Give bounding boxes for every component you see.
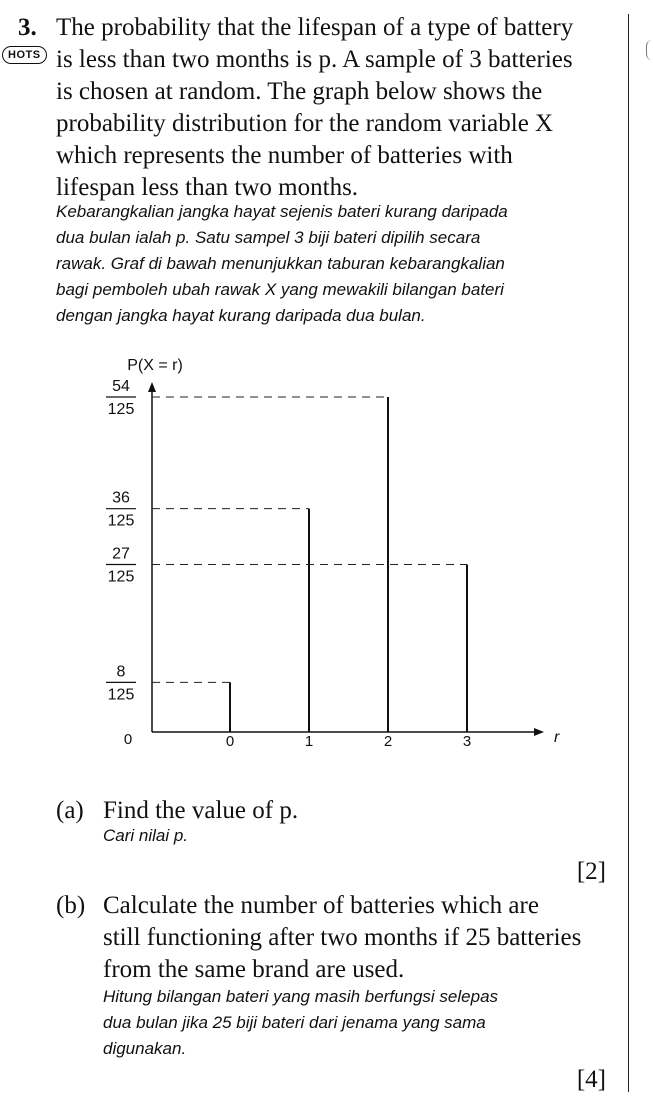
y-tick-denominator: 125 — [107, 512, 135, 530]
stem-en-line: probability distribution for the random variable X — [56, 110, 554, 137]
margin-bracket — [646, 40, 653, 60]
stem-ms-line: rawak. Graf di bawah menunjukkan taburan kebarangkalian — [56, 254, 505, 273]
part-a-ms-line: Cari nilai p. — [103, 826, 189, 845]
x-axis-arrowhead — [534, 728, 544, 736]
probability-distribution-chart — [0, 340, 628, 775]
stem-en-line: lifespan less than two months. — [56, 174, 359, 201]
margin-rule — [628, 14, 629, 1092]
part-b-label: (b) — [56, 892, 86, 919]
part-a-marks: [2] — [576, 858, 606, 885]
hots-badge: HOTS — [2, 46, 47, 64]
x-tick-label: 3 — [462, 733, 472, 750]
x-tick-label: 1 — [304, 733, 314, 750]
chart-marks — [106, 378, 471, 750]
stem-en-line: is chosen at random. The graph below shows the — [56, 78, 543, 105]
stem-ms-line: dua bulan ialah p. Satu sampel 3 biji bateri dipilih secara — [56, 228, 481, 247]
stem-en-line: which represents the number of batteries with — [56, 142, 513, 169]
part-b-en-line: Calculate the number of batteries which are — [103, 892, 539, 919]
y-tick-numerator: 54 — [112, 378, 130, 395]
stem-ms-line: bagi pemboleh ubah rawak X yang mewakili bilangan bateri — [56, 280, 504, 299]
x-axis-label: r — [554, 729, 560, 746]
part-a-label: (a) — [56, 797, 84, 824]
stem-en-line: The probability that the lifespan of a type of battery — [56, 14, 574, 41]
stem-en-line: is less than two months is p. A sample of 3 batteries — [56, 46, 573, 73]
origin-label: 0 — [123, 731, 133, 748]
question-number: 3. — [18, 14, 37, 41]
y-tick-denominator: 125 — [107, 686, 135, 704]
stem-ms-line: Kebarangkalian jangka hayat sejenis bateri kurang daripada — [56, 202, 508, 221]
y-axis-arrowhead — [148, 382, 156, 392]
y-tick-denominator: 125 — [107, 568, 135, 586]
part-b-en-line: still functioning after two months if 25 batteries — [103, 924, 582, 951]
y-tick-numerator: 8 — [116, 663, 126, 681]
x-tick-label: 2 — [383, 733, 393, 750]
y-axis-label: P(X = r) — [127, 357, 183, 374]
y-tick-numerator: 27 — [112, 545, 130, 563]
y-tick-denominator: 125 — [107, 401, 135, 418]
part-a-en-line: Find the value of p. — [103, 797, 299, 824]
part-b-ms-line: dua bulan jika 25 biji bateri dari jenama yang sama — [103, 1013, 486, 1032]
y-tick-numerator: 36 — [112, 489, 130, 507]
x-tick-label: 0 — [225, 733, 235, 750]
part-b-marks: [4] — [576, 1066, 606, 1093]
part-b-ms-line: digunakan. — [103, 1039, 187, 1058]
stem-ms-line: dengan jangka hayat kurang daripada dua bulan. — [56, 306, 426, 325]
part-b-ms-line: Hitung bilangan bateri yang masih berfungsi selepas — [103, 987, 499, 1006]
part-b-en-line: from the same brand are used. — [103, 956, 405, 983]
